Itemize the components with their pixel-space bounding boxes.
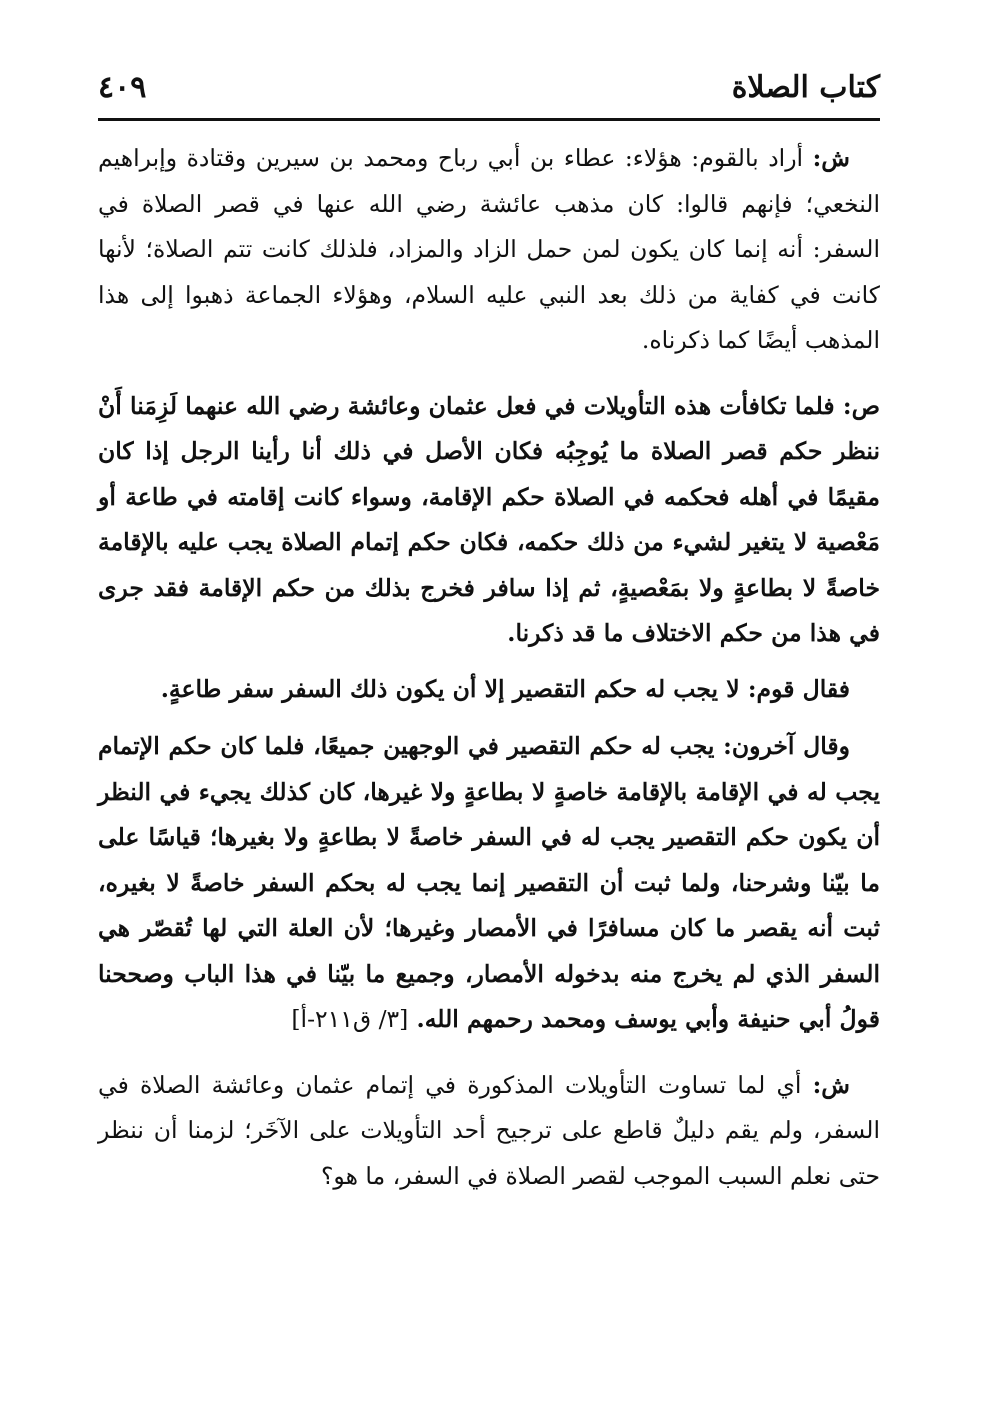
- opinion-paragraph-first: [98, 667, 880, 713]
- page-header: [98, 66, 880, 118]
- chapter-title: كتاب الصلاة: [731, 70, 880, 105]
- opinion-paragraph-second: [98, 724, 880, 1043]
- page-number: ٤٠٩: [98, 70, 147, 105]
- opinion-text-second: وقال آخرون: يجب له حكم التقصير في الوجهين جميعًا، فلما كان حكم الإتمام يجب له في الإقامة بالإقامة خاصةٍ لا بطاعةٍ ولا غيرها، كان كذلك يجيء في النظر أن يكون حكم التقصير يجب له في السفر خاصةً لا بطاعةٍ ولا بغيرها؛ قياسًا على ما بيّنا وشرحنا، ولما ثبت أن التقصير إنما يجب له بحكم السفر خاصةً لا بغيره، ثبت أنه يقصر ما كان مسافرًا في الأمصار وغيرها؛ لأن العلة التي لها تُقصّر هي السفر الذي لم يخرج منه بدخوله الأمصار، وجميع ما بيّنا في هذا الباب وصححنا قولُ أبي حنيفة وأبي يوسف ومحمد رحمهم الله.: [98, 732, 880, 1033]
- header-divider: [98, 118, 880, 121]
- main-text-paragraph: [98, 384, 880, 657]
- manuscript-reference: [٣/ ق٢١١-أ]: [291, 1005, 409, 1033]
- opinion-text: فقال قوم: لا يجب له حكم التقصير إلا أن يكون ذلك السفر سفر طاعةٍ.: [160, 674, 850, 703]
- commentary-text-second: أي لما تساوت التأويلات المذكورة في إتمام عثمان وعائشة الصلاة في السفر، ولم يقم دليلٌ قاطع على ترجيح أحد التأويلات على الآخَر؛ لزمنا أن ننظر حتى نعلم السبب الموجب لقصر الصلاة في السفر، ما هو؟: [98, 1070, 880, 1190]
- main-text: فلما تكافأت هذه التأويلات في فعل عثمان وعائشة رضي الله عنهما لَزِمَنا أَنْ ننظر حكم قصر الصلاة ما يُوجِبُه فكان الأصل في ذلك أنا رأينا الرجل إذا كان مقيمًا في أهله فحكمه في الصلاة حكم الإقامة، وسواء كانت إقامته في طاعة أو مَعْصية لا يتغير لشيء من ذلك حكمه، فكان حكم إتمام الصلاة يجب عليه بالإقامة خاصةً لا بطاعةٍ ولا بمَعْصيةٍ، ثم إذا سافر فخرج بذلك من حكم الإقامة فقد جرى في هذا من حكم الاختلاف ما قد ذكرنا.: [98, 391, 880, 647]
- commentary-label-second: ش:: [812, 1070, 850, 1099]
- main-text-label: ص:: [842, 391, 880, 420]
- page-body: [98, 136, 880, 1199]
- commentary-paragraph-second: [98, 1063, 880, 1200]
- commentary-label: ش:: [812, 144, 850, 172]
- commentary-paragraph: [98, 136, 880, 364]
- commentary-text: أراد بالقوم: هؤلاء: عطاء بن أبي رباح ومحمد بن سيرين وقتادة وإبراهيم النخعي؛ فإنهم قالوا: كان مذهب عائشة رضي الله عنها في قصر الصلاة في السفر: أنه إنما كان يكون لمن حمل الزاد والمزاد، فلذلك كانت تتم الصلاة؛ لأنها كانت في كفاية من ذلك بعد النبي عليه السلام، وهؤلاء الجماعة ذهبوا إلى هذا المذهب أيضًا كما ذكرناه.: [98, 144, 880, 354]
